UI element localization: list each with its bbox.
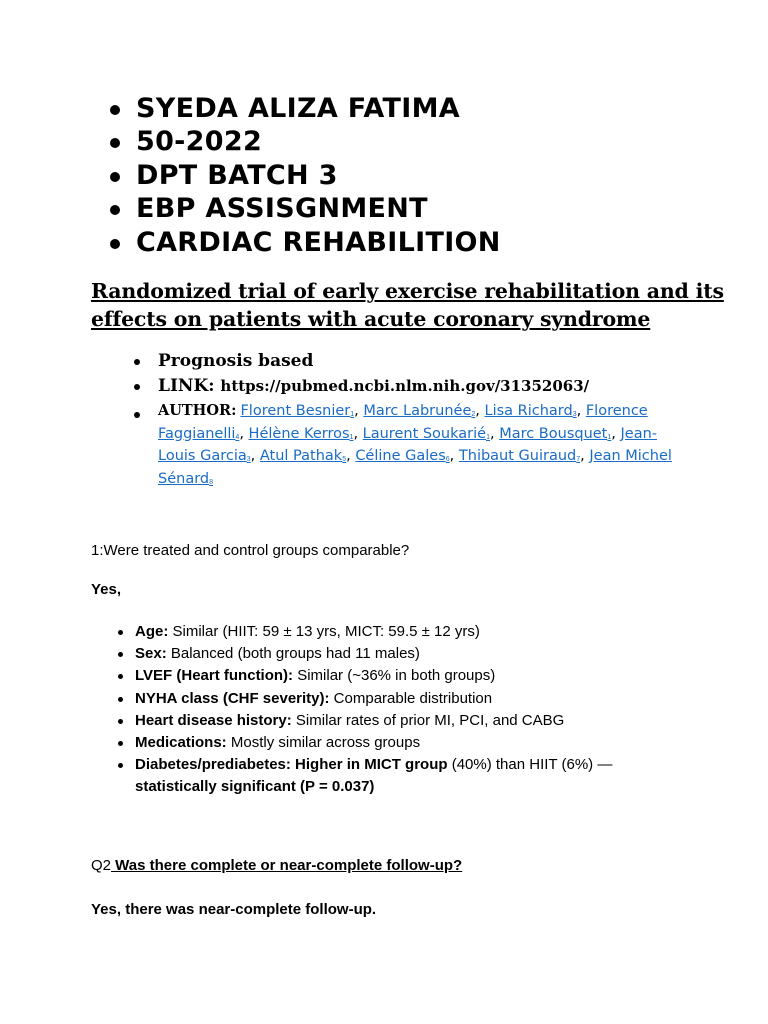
batch: DPT BATCH 3 [108,159,501,192]
author-affiliation[interactable]: 3 [246,456,251,463]
author-separator: , [580,448,590,464]
question-2-text: Was there complete or near-complete follow-up? [111,857,463,874]
author-link[interactable]: Florent Besnier [240,403,351,419]
pubmed-link[interactable]: https://pubmed.ncbi.nlm.nih.gov/31352063/ [220,377,590,395]
student-name: SYEDA ALIZA FATIMA [108,92,501,125]
author-separator: , [489,425,500,442]
comparability-criteria-list [118,621,678,799]
author-link[interactable]: Thibaut Guiraud [458,448,577,464]
author-affiliation[interactable]: 1 [349,433,354,441]
criterion-label: Heart disease history: [135,711,292,729]
question-2 [91,856,462,876]
prognosis-item: Prognosis based [132,349,692,374]
author-link[interactable]: Florence Faggianelli [158,403,648,442]
link-label: LINK: [158,376,215,396]
criterion-lvef [118,665,678,687]
criterion-age [118,621,678,643]
author-affiliation[interactable]: 1 [350,411,355,418]
author-separator: , [354,403,364,419]
author-item [132,402,692,492]
article-meta-list [132,349,692,492]
student-id: 50-2022 [108,125,501,158]
author-separator: , [449,448,459,464]
criterion-medications [118,732,678,754]
criterion-label: Sex: [135,645,167,663]
author-affiliation[interactable]: 3 [572,411,577,418]
criterion-sex [118,643,678,665]
criterion-label: LVEF (Heart function): [135,667,294,685]
significance-text: statistically significant (P = 0.037) [135,778,375,796]
article-title: Randomized trial of early exercise rehabilitation and its effects on patients with acute coronary syndrome [91,279,724,331]
author-link[interactable]: Lisa Richard [484,403,573,419]
criterion-text: Similar (~36% in both groups) [293,667,496,685]
author-separator: , [239,425,249,442]
author-link[interactable]: Laurent Soukarié [362,425,487,442]
author-link[interactable]: Céline Gales [355,448,446,464]
criterion-label: Diabetes/prediabetes: Higher in MICT group [135,756,448,774]
criterion-label: Medications: [135,734,227,752]
criterion-label: Age: [135,623,169,640]
author-separator: , [250,448,260,464]
assignment-type: EBP ASSISGNMENT [108,192,501,225]
criterion-label: NYHA class (CHF severity): [135,689,330,707]
question-1: 1:Were treated and control groups comparable? [91,542,410,559]
link-item [132,374,692,399]
author-affiliation[interactable]: 5 [342,456,347,463]
answer-2: Yes, there was near-complete follow-up. [91,901,377,918]
author-label: AUTHOR: [158,402,237,419]
author-affiliation[interactable]: 2 [471,411,476,418]
assignment-topic: CARDIAC REHABILITION [108,226,501,259]
criterion-text: Comparable distribution [329,689,493,707]
author-affiliation[interactable]: 6 [445,456,450,463]
author-affiliation[interactable]: 1 [607,433,612,441]
criterion-text: Mostly similar across groups [226,734,421,752]
author-affiliation[interactable]: 7 [576,456,581,463]
author-separator: , [353,425,363,442]
student-info-list [108,92,501,259]
criterion-text: Similar (HIIT: 59 ± 13 yrs, MICT: 59.5 ± 12 yrs) [168,623,480,640]
author-link[interactable]: Marc Bousquet [499,425,608,442]
author-affiliation[interactable]: 8 [209,478,214,486]
answer-1: Yes, [91,581,122,598]
question-2-prefix: Q2 [91,857,112,874]
author-link[interactable]: Jean Michel Sénard [158,448,672,487]
author-affiliation[interactable]: 4 [235,433,240,441]
criterion-diabetes [118,754,678,798]
author-separator: , [346,448,356,464]
author-link[interactable]: Jean-Louis Garcia [158,425,658,464]
criterion-nyha [118,688,678,710]
criterion-text: Balanced (both groups had 11 males) [166,645,420,663]
criterion-history [118,710,678,732]
author-link[interactable]: Marc Labrunée [363,403,472,419]
criterion-text: Similar rates of prior MI, PCI, and CABG [291,711,565,729]
criterion-text: (40%) than HIIT (6%) — [447,756,613,774]
author-link[interactable]: Atul Pathak [259,448,343,464]
author-separator: , [576,403,586,419]
author-list [158,403,672,487]
author-link[interactable]: Hélène Kerros [248,425,350,442]
author-affiliation[interactable]: 1 [486,433,490,441]
author-separator: , [611,425,621,442]
author-separator: , [475,403,485,419]
